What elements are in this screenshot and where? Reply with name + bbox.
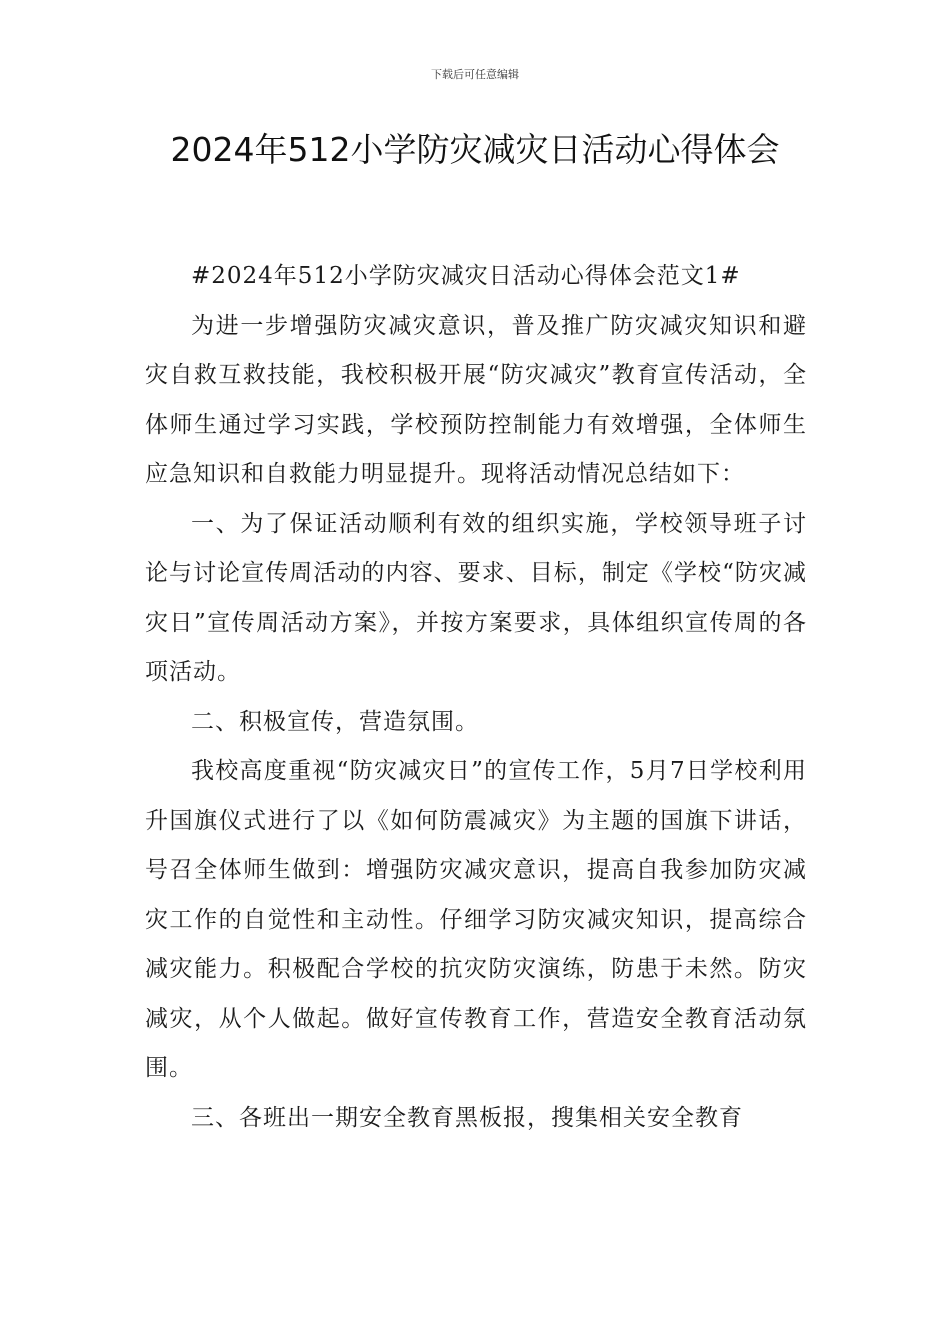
paragraph-publicity: 我校高度重视“防灾减灾日”的宣传工作，5月7日学校利用升国旗仪式进行了以《如何防震减灾》为主题的国旗下讲话，号召全体师生做到：增强防灾减灾意识，提高自我参加防灾减灾工作的自觉性和主动性。仔细学习防灾减灾知识，提高综合减灾能力。积极配合学校的抗灾防灾演练，防患于未然。防灾减灾，从个人做起。做好宣传教育工作，营造安全教育活动氛围。 [145, 758, 807, 1081]
paragraph-intro: 为进一步增强防灾减灾意识，普及推广防灾减灾知识和避灾自救互救技能，我校积极开展“防灾减灾”教育宣传活动，全体师生通过学习实践，学校预防控制能力有效增强，全体师生应急知识和自救能力明显提升。现将活动情况总结如下： [145, 312, 807, 487]
section-heading: #2024年512小学防灾减灾日活动心得体会范文1# [191, 263, 741, 289]
page-title: 2024年512小学防灾减灾日活动心得体会 [170, 130, 780, 169]
paragraph-item-two: 二、积极宣传，营造氛围。 [191, 708, 479, 735]
document-body [145, 252, 807, 1143]
paragraph-item-three: 三、各班出一期安全教育黑板报，搜集相关安全教育 [191, 1104, 743, 1131]
paragraph-item-one: 一、为了保证活动顺利有效的组织实施，学校领导班子讨论与讨论宣传周活动的内容、要求、目标，制定《学校“防灾减灾日”宣传周活动方案》，并按方案要求，具体组织宣传周的各项活动。 [145, 510, 807, 685]
download-note: 下载后可任意编辑 [431, 68, 519, 81]
